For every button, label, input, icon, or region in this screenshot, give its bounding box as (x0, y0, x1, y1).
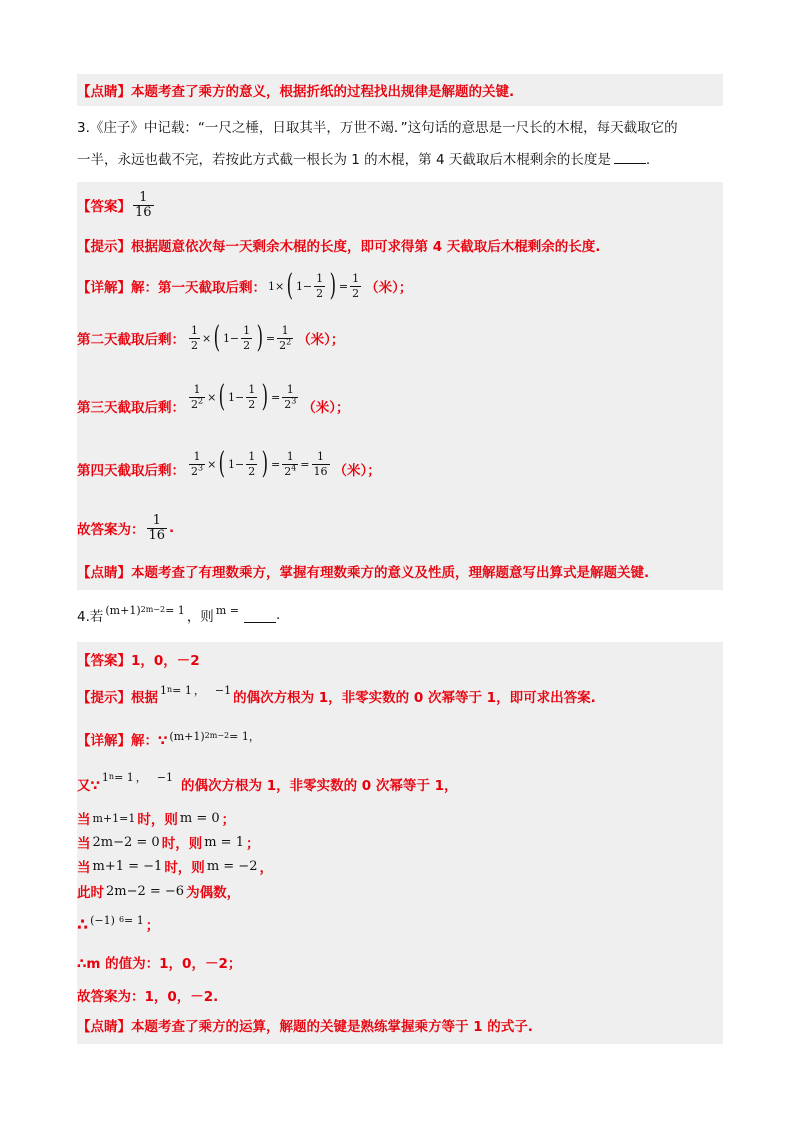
question-3-line-2-text: 一半，永远也截不完，若按此方式截一根长为 1 的木棍，第 4 天截取后木棍剩余的长度是 (77, 152, 611, 168)
q4-again (77, 762, 723, 806)
case-3-end: ， (259, 860, 273, 876)
q4-answer: 【答案】1，0，－2 (77, 653, 200, 669)
question-3-line-1: 3.《庄子》中记载：“一尺之棰，日取其半，万世不竭．”这句话的意思是一尺长的木棍，每天截取它的 (77, 120, 678, 136)
answer-denominator: 16 (135, 204, 152, 220)
q4-values: ∴m 的值为：1，0，－2； (77, 956, 242, 972)
question-3-solution (77, 182, 723, 590)
case-1-mid: 时，则 (137, 812, 178, 828)
document-page (77, 60, 723, 1044)
q4-remark: 【点睛】本题考查了乘方的运算，解题的关键是熟练掌握乘方等于 1 的式子. (77, 1019, 533, 1035)
answer-label: 【答案】 (77, 199, 131, 215)
case-2-eq: 2m−2 = 0 (92, 834, 160, 850)
case-2-pre: 当 (77, 836, 91, 852)
day-3-label: 第三天截取后剩： (77, 400, 185, 416)
q4-hint (77, 676, 723, 716)
conclusion-suffix: . (169, 520, 175, 536)
so-eq: (−1) 6 = 1 (90, 913, 144, 927)
day-2-formula: $\frac{1}{2}$ × ( 1− $\frac{1}{2}$ ) = $\frac{1}{2^2}$ (191, 320, 292, 355)
case-3-mid: 时，则 (164, 860, 205, 876)
q4-again-prefix: 又∵ (77, 778, 100, 794)
conclusion-fraction: $\frac{1}{16}$ (148, 512, 166, 543)
day-2-suffix: （米）； (297, 332, 345, 348)
day-1-suffix: （米）； (365, 280, 413, 296)
question-3-line-2-end: . (645, 152, 651, 168)
case-3-res: m = −2 (206, 858, 258, 874)
detail-day-1 (77, 262, 723, 310)
answer-row (77, 182, 723, 228)
answer-blank-q4 (244, 608, 276, 623)
so-end: ； (145, 918, 160, 934)
q4-detail-formula: (m+1) 2m−2 = 1， (169, 729, 260, 743)
question-4-m: m = (215, 603, 239, 617)
q4-case-2 (77, 830, 723, 854)
q4-again-formula: 1 n = 1 ， −1 (101, 770, 173, 784)
q4-again-suffix: 的偶次方根为 1，非零实数的 0 次幂等于 1， (181, 778, 458, 794)
q4-case-1 (77, 806, 723, 830)
q4-detail-prefix: 【详解】解：∵ (77, 733, 168, 749)
q4-detail (77, 716, 723, 762)
case-2-end: ； (245, 836, 260, 852)
case-3-eq: m+1 = −1 (92, 858, 163, 874)
then-eq: 2m−2 = −6 (106, 883, 185, 899)
day-3-suffix: （米）； (302, 400, 350, 416)
detail-day-2 (77, 310, 723, 366)
answer-fraction (133, 191, 154, 220)
remark-text: 【点睛】本题考查了乘方的意义，根据折纸的过程找出规律是解题的关键. (77, 84, 515, 100)
q4-case-3 (77, 854, 723, 878)
then-pre: 此时 (77, 885, 104, 901)
case-2-mid: 时，则 (161, 836, 203, 852)
question-4-mid: ，则 (186, 609, 214, 625)
case-1-res: m = 0 (179, 810, 220, 826)
case-1-pre: 当 (77, 812, 91, 828)
then-end: 为偶数， (186, 885, 241, 901)
detail-label: 【详解】解：第一天截取后剩： (77, 280, 266, 296)
q4-hint-prefix: 【提示】根据 (77, 690, 158, 706)
case-3-pre: 当 (77, 860, 91, 876)
answer-numerator: 1 (139, 189, 148, 205)
day-2-label: 第二天截取后剩： (77, 332, 185, 348)
question-4-solution (77, 642, 723, 1044)
detail-day-4 (77, 428, 723, 500)
question-4-prefix: 4.若 (77, 609, 104, 625)
day-4-suffix: （米）； (333, 463, 381, 479)
hint-row: 【提示】根据题意依次每一天剩余木棍的长度，即可求得第 4 天截取后木棍剩余的长度. (77, 239, 601, 255)
question-4-end: . (275, 607, 281, 623)
day-3-formula: $\frac{1}{2^2}$ × ( 1− $\frac{1}{2}$ ) = $\frac{1}{2^3}$ (191, 379, 297, 414)
conclusion-label: 故答案为： (77, 522, 145, 538)
question-4-stem (77, 594, 723, 636)
q4-hint-formula: 1 n = 1 ， −1 (160, 683, 232, 697)
day-1-formula: 1× ( 1− $\frac{1}{2}$ ) = $\frac{1}{2}$ (268, 268, 360, 303)
remark-q3: 【点睛】本题考查了有理数乘方，掌握有理数乘方的意义及性质，理解题意写出算式是解题关键. (77, 565, 650, 581)
question-3 (77, 112, 723, 176)
case-2-res: m = 1 (204, 834, 244, 850)
day-4-formula: $\frac{1}{2^3}$ × ( 1− $\frac{1}{2}$ ) = $\frac{1}{2^4}$ = $\frac{1}{16}$ (191, 446, 328, 481)
conclusion-row (77, 500, 723, 556)
question-4-equation: (m+1) 2m−2 = 1 (105, 603, 185, 617)
case-1-end: ； (221, 812, 236, 828)
answer-blank (614, 149, 646, 164)
detail-day-3 (77, 366, 723, 428)
q4-so (77, 904, 723, 944)
remark-block-previous (77, 74, 723, 106)
q4-then (77, 878, 723, 904)
day-4-label: 第四天截取后剩： (77, 463, 185, 479)
q4-hint-suffix: 的偶次方根为 1，非零实数的 0 次幂等于 1，即可求出答案. (233, 690, 596, 706)
case-1-eq: m+1=1 (92, 811, 136, 825)
question-3-line-2 (77, 144, 723, 176)
q4-final: 故答案为：1，0，－2. (77, 989, 219, 1005)
so-pre: ∴ (77, 914, 89, 934)
